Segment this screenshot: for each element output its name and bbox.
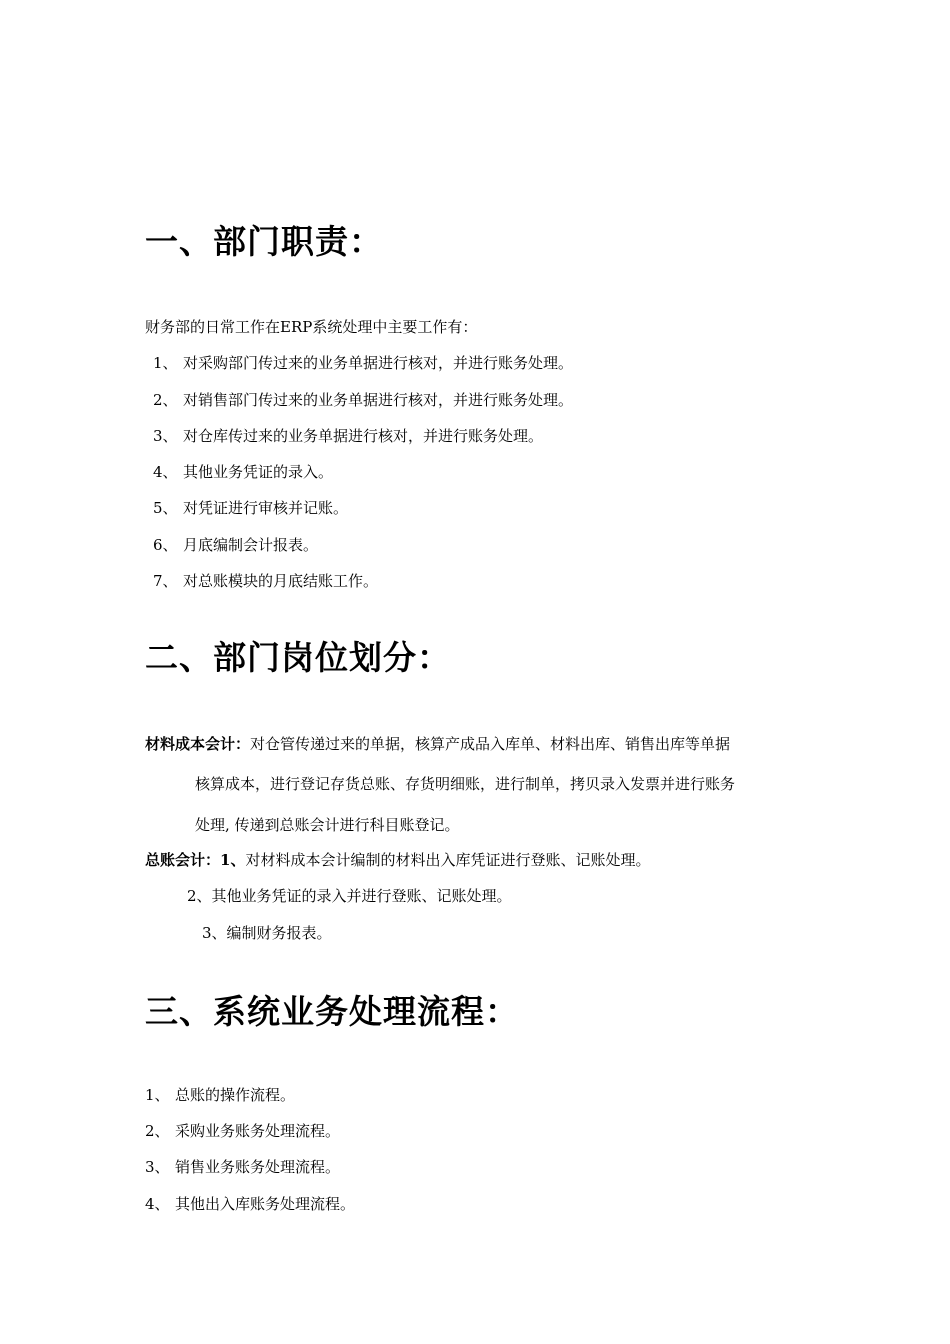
list-item-text: 其他业务凭证的录入。 [183,463,334,481]
list-item-text: 采购业务账务处理流程。 [175,1122,341,1140]
material-cost-accountant-label: 材料成本会计： [145,735,251,753]
list-item-text: 对销售部门传过来的业务单据进行核对，并进行账务处理。 [183,391,574,409]
material-cost-accountant-continuation: 核算成本，进行登记存货总账、存货明细账，进行制单，拷贝录入发票并进行账务 [195,775,736,793]
list-item [145,1156,340,1178]
list-item-number: 1、 [153,354,178,372]
list-item-text: 月底编制会计报表。 [183,536,319,554]
material-cost-accountant-continuation: 处理, 传递到总账会计进行科目账登记。 [195,816,460,834]
list-item-text: 其他出入库账务处理流程。 [175,1195,356,1213]
list-item [153,389,573,411]
general-ledger-first-text: 对材料成本会计编制的材料出入库凭证进行登账、记账处理。 [245,851,651,869]
list-item [145,1084,295,1106]
general-ledger-accountant-line [145,849,650,871]
list-item-text: 销售业务账务处理流程。 [175,1158,341,1176]
section3-heading: 三、系统业务处理流程： [145,992,519,1031]
list-item-number: 7、 [153,572,178,590]
list-item-text: 对总账模块的月底结账工作。 [183,572,379,590]
list-item-number: 1、 [145,1086,170,1104]
list-item [153,461,333,483]
list-item-number: 4、 [145,1195,170,1213]
general-ledger-third-item: 3、编制财务报表。 [202,924,332,942]
list-item [153,534,318,556]
list-item [153,570,378,592]
section2-heading: 二、部门岗位划分： [145,638,451,677]
list-item-number: 3、 [153,427,178,445]
material-cost-accountant-text: 对仓管传递过来的单据，核算产成品入库单、材料出库、销售出库等单据 [250,735,731,753]
list-item [153,425,543,447]
list-item-number: 5、 [153,499,178,517]
general-ledger-first-number: 1、 [220,851,246,869]
list-item-number: 2、 [153,391,178,409]
list-item [145,1120,340,1142]
list-item-text: 总账的操作流程。 [175,1086,296,1104]
section1-intro: 财务部的日常工作在ERP系统处理中主要工作有： [145,318,478,336]
list-item-number: 6、 [153,536,178,554]
list-item-number: 4、 [153,463,178,481]
list-item-text: 对凭证进行审核并记账。 [183,499,349,517]
list-item-text: 对仓库传过来的业务单据进行核对，并进行账务处理。 [183,427,544,445]
list-item [153,352,573,374]
list-item-number: 3、 [145,1158,170,1176]
list-item [145,1193,355,1215]
list-item-text: 对采购部门传过来的业务单据进行核对，并进行账务处理。 [183,354,574,372]
list-item [153,497,348,519]
section1-heading: 一、部门职责： [145,222,383,261]
general-ledger-second-item: 2、其他业务凭证的录入并进行登账、记账处理。 [187,887,512,905]
general-ledger-accountant-label: 总账会计： [145,851,221,869]
material-cost-accountant-line [145,733,730,755]
list-item-number: 2、 [145,1122,170,1140]
